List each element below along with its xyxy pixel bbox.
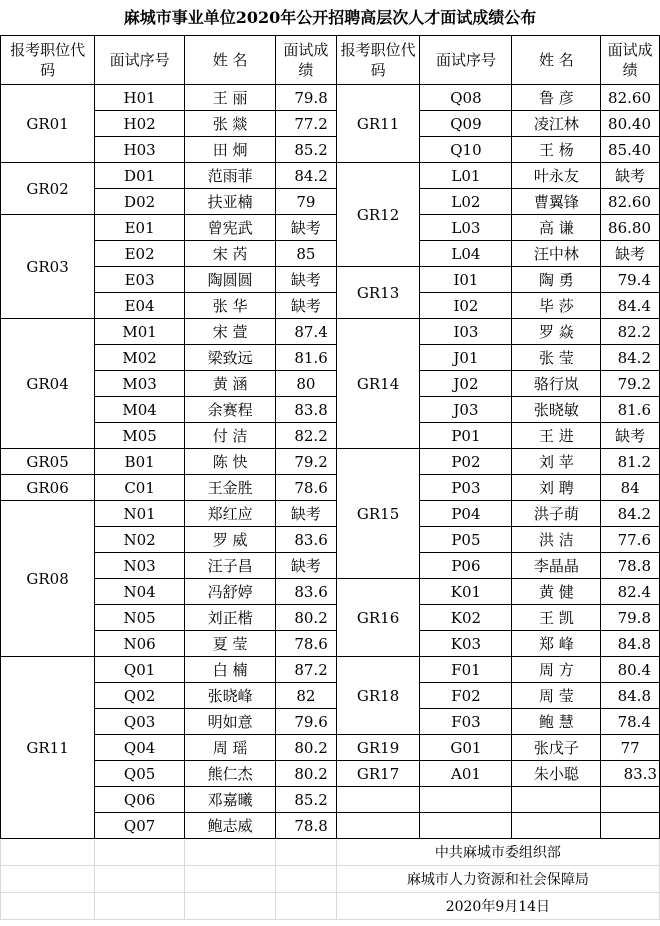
table-row bbox=[1, 267, 660, 293]
table-row bbox=[1, 371, 660, 397]
interview-score: 78.6 bbox=[276, 475, 337, 501]
interview-seq: M05 bbox=[95, 423, 185, 449]
candidate-name: 曹翼锋 bbox=[512, 189, 601, 215]
interview-score: 81.6 bbox=[601, 397, 660, 423]
interview-score: 79.2 bbox=[276, 449, 337, 475]
interview-seq: A01 bbox=[420, 761, 512, 787]
position-code: GR19 bbox=[336, 735, 420, 761]
empty-cell bbox=[336, 787, 420, 813]
empty-cell bbox=[512, 787, 601, 813]
interview-score: 79.6 bbox=[276, 709, 337, 735]
interview-score: 78.8 bbox=[276, 813, 337, 839]
interview-seq: N06 bbox=[95, 631, 185, 657]
candidate-name: 王 凯 bbox=[512, 605, 601, 631]
table-row bbox=[1, 683, 660, 709]
interview-seq: F03 bbox=[420, 709, 512, 735]
interview-score: 82.60 bbox=[601, 85, 660, 111]
interview-seq: N01 bbox=[95, 501, 185, 527]
interview-score: 85.2 bbox=[276, 137, 337, 163]
position-code: GR05 bbox=[1, 449, 95, 475]
candidate-name: 宋 萱 bbox=[185, 319, 276, 345]
interview-score: 84.2 bbox=[276, 163, 337, 189]
interview-seq: E04 bbox=[95, 293, 185, 319]
position-code: GR11 bbox=[336, 85, 420, 163]
header-seq: 面试序号 bbox=[95, 36, 185, 85]
empty-cell bbox=[276, 839, 337, 866]
empty-cell bbox=[420, 813, 512, 839]
empty-cell bbox=[95, 893, 185, 920]
candidate-name: 宋 芮 bbox=[185, 241, 276, 267]
candidate-name: 夏 莹 bbox=[185, 631, 276, 657]
issuer-org-1: 中共麻城市委组织部 bbox=[336, 839, 659, 866]
position-code: GR13 bbox=[336, 267, 420, 319]
interview-score: 82 bbox=[276, 683, 337, 709]
candidate-name: 曾宪武 bbox=[185, 215, 276, 241]
interview-seq: H03 bbox=[95, 137, 185, 163]
table-row bbox=[1, 605, 660, 631]
table-row bbox=[1, 527, 660, 553]
empty-cell bbox=[336, 813, 420, 839]
interview-seq: C01 bbox=[95, 475, 185, 501]
candidate-name: 王 进 bbox=[512, 423, 601, 449]
candidate-name: 刘 聘 bbox=[512, 475, 601, 501]
position-code: GR08 bbox=[1, 501, 95, 657]
interview-seq: H02 bbox=[95, 111, 185, 137]
interview-score: 83.8 bbox=[276, 397, 337, 423]
candidate-name: 凌江林 bbox=[512, 111, 601, 137]
interview-score: 77.2 bbox=[276, 111, 337, 137]
interview-seq: P04 bbox=[420, 501, 512, 527]
table-row bbox=[1, 735, 660, 761]
candidate-name: 刘 苹 bbox=[512, 449, 601, 475]
candidate-name: 王金胜 bbox=[185, 475, 276, 501]
candidate-name: 黄 涵 bbox=[185, 371, 276, 397]
table-row bbox=[1, 137, 660, 163]
empty-cell bbox=[601, 787, 660, 813]
interview-seq: P05 bbox=[420, 527, 512, 553]
interview-seq: P03 bbox=[420, 475, 512, 501]
interview-seq: L03 bbox=[420, 215, 512, 241]
footer-row bbox=[1, 866, 660, 893]
interview-score: 85.2 bbox=[276, 787, 337, 813]
interview-seq: J03 bbox=[420, 397, 512, 423]
interview-seq: N05 bbox=[95, 605, 185, 631]
candidate-name: 余赛程 bbox=[185, 397, 276, 423]
header-score: 面试成绩 bbox=[276, 36, 337, 85]
interview-score: 82.2 bbox=[601, 319, 660, 345]
interview-score: 79.4 bbox=[601, 267, 660, 293]
interview-seq: H01 bbox=[95, 85, 185, 111]
interview-seq: E03 bbox=[95, 267, 185, 293]
interview-seq: N02 bbox=[95, 527, 185, 553]
candidate-name: 熊仁杰 bbox=[185, 761, 276, 787]
candidate-name: 陈 快 bbox=[185, 449, 276, 475]
table-row bbox=[1, 215, 660, 241]
candidate-name: 张 燚 bbox=[185, 111, 276, 137]
interview-score: 85.40 bbox=[601, 137, 660, 163]
header-code: 报考职位代 码 bbox=[1, 36, 95, 85]
empty-cell bbox=[420, 787, 512, 813]
interview-score: 80.2 bbox=[276, 761, 337, 787]
position-code: GR12 bbox=[336, 163, 420, 267]
empty-cell bbox=[512, 813, 601, 839]
interview-score: 缺考 bbox=[601, 163, 660, 189]
interview-seq: L04 bbox=[420, 241, 512, 267]
table-row bbox=[1, 319, 660, 345]
interview-seq: P06 bbox=[420, 553, 512, 579]
candidate-name: 陶圆圆 bbox=[185, 267, 276, 293]
candidate-name: 扶亚楠 bbox=[185, 189, 276, 215]
score-table bbox=[0, 35, 660, 920]
interview-seq: M02 bbox=[95, 345, 185, 371]
interview-score: 83.6 bbox=[276, 579, 337, 605]
candidate-name: 朱小聪 bbox=[512, 761, 601, 787]
table-row bbox=[1, 163, 660, 189]
header-score: 面试成绩 bbox=[601, 36, 660, 85]
interview-score: 84.4 bbox=[601, 293, 660, 319]
interview-seq: Q06 bbox=[95, 787, 185, 813]
interview-score: 84.8 bbox=[601, 631, 660, 657]
interview-seq: N03 bbox=[95, 553, 185, 579]
candidate-name: 毕 莎 bbox=[512, 293, 601, 319]
interview-score: 缺考 bbox=[276, 215, 337, 241]
interview-seq: K02 bbox=[420, 605, 512, 631]
empty-cell bbox=[185, 839, 276, 866]
issue-date: 2020年9月14日 bbox=[336, 893, 659, 920]
interview-score: 缺考 bbox=[276, 553, 337, 579]
position-code: GR01 bbox=[1, 85, 95, 163]
interview-seq: I03 bbox=[420, 319, 512, 345]
candidate-name: 黄 健 bbox=[512, 579, 601, 605]
empty-cell bbox=[1, 866, 95, 893]
table-row bbox=[1, 709, 660, 735]
candidate-name: 汪子昌 bbox=[185, 553, 276, 579]
position-code: GR16 bbox=[336, 579, 420, 657]
candidate-name: 洪 洁 bbox=[512, 527, 601, 553]
table-row bbox=[1, 189, 660, 215]
empty-cell bbox=[601, 813, 660, 839]
interview-score: 缺考 bbox=[601, 241, 660, 267]
interview-score: 82.60 bbox=[601, 189, 660, 215]
interview-seq: D01 bbox=[95, 163, 185, 189]
candidate-name: 田 炯 bbox=[185, 137, 276, 163]
header-name: 姓 名 bbox=[512, 36, 601, 85]
interview-seq: N04 bbox=[95, 579, 185, 605]
interview-seq: J02 bbox=[420, 371, 512, 397]
table-row bbox=[1, 423, 660, 449]
interview-seq: K01 bbox=[420, 579, 512, 605]
interview-score: 85 bbox=[276, 241, 337, 267]
position-code: GR14 bbox=[336, 319, 420, 449]
table-row bbox=[1, 553, 660, 579]
candidate-name: 张戊子 bbox=[512, 735, 601, 761]
interview-seq: Q05 bbox=[95, 761, 185, 787]
interview-seq: F02 bbox=[420, 683, 512, 709]
candidate-name: 白 楠 bbox=[185, 657, 276, 683]
empty-cell bbox=[95, 866, 185, 893]
empty-cell bbox=[276, 893, 337, 920]
candidate-name: 李晶晶 bbox=[512, 553, 601, 579]
header-code: 报考职位代 码 bbox=[336, 36, 420, 85]
candidate-name: 鲍志威 bbox=[185, 813, 276, 839]
issuer-org-2: 麻城市人力资源和社会保障局 bbox=[336, 866, 659, 893]
table-row bbox=[1, 657, 660, 683]
interview-score: 80.2 bbox=[276, 605, 337, 631]
interview-seq: B01 bbox=[95, 449, 185, 475]
candidate-name: 周 方 bbox=[512, 657, 601, 683]
interview-score: 87.4 bbox=[276, 319, 337, 345]
interview-seq: I01 bbox=[420, 267, 512, 293]
interview-score: 84 bbox=[601, 475, 660, 501]
interview-score: 81.6 bbox=[276, 345, 337, 371]
empty-cell bbox=[1, 893, 95, 920]
interview-score: 83.6 bbox=[276, 527, 337, 553]
footer-row bbox=[1, 893, 660, 920]
interview-seq: G01 bbox=[420, 735, 512, 761]
candidate-name: 鲁 彦 bbox=[512, 85, 601, 111]
table-row bbox=[1, 85, 660, 111]
candidate-name: 刘正楷 bbox=[185, 605, 276, 631]
interview-score: 缺考 bbox=[276, 267, 337, 293]
table-row bbox=[1, 787, 660, 813]
candidate-name: 周 莹 bbox=[512, 683, 601, 709]
position-code: GR18 bbox=[336, 657, 420, 735]
table-row bbox=[1, 293, 660, 319]
candidate-name: 梁致远 bbox=[185, 345, 276, 371]
interview-seq: E02 bbox=[95, 241, 185, 267]
interview-seq: Q03 bbox=[95, 709, 185, 735]
interview-score: 78.8 bbox=[601, 553, 660, 579]
candidate-name: 邓嘉曦 bbox=[185, 787, 276, 813]
position-code: GR15 bbox=[336, 449, 420, 579]
position-code: GR02 bbox=[1, 163, 95, 215]
empty-cell bbox=[95, 839, 185, 866]
interview-score: 缺考 bbox=[601, 423, 660, 449]
table-row bbox=[1, 475, 660, 501]
interview-score: 80.2 bbox=[276, 735, 337, 761]
position-code: GR17 bbox=[336, 761, 420, 787]
candidate-name: 张晓峰 bbox=[185, 683, 276, 709]
footer-row bbox=[1, 839, 660, 866]
interview-seq: L02 bbox=[420, 189, 512, 215]
interview-seq: P01 bbox=[420, 423, 512, 449]
empty-cell bbox=[185, 893, 276, 920]
candidate-name: 叶永友 bbox=[512, 163, 601, 189]
candidate-name: 王 杨 bbox=[512, 137, 601, 163]
table-row bbox=[1, 449, 660, 475]
interview-seq: P02 bbox=[420, 449, 512, 475]
interview-score: 78.4 bbox=[601, 709, 660, 735]
interview-score: 79.8 bbox=[601, 605, 660, 631]
interview-score: 79 bbox=[276, 189, 337, 215]
interview-score: 缺考 bbox=[276, 501, 337, 527]
interview-score: 78.6 bbox=[276, 631, 337, 657]
interview-score: 87.2 bbox=[276, 657, 337, 683]
interview-score: 84.2 bbox=[601, 501, 660, 527]
table-row bbox=[1, 241, 660, 267]
interview-seq: Q09 bbox=[420, 111, 512, 137]
interview-seq: M03 bbox=[95, 371, 185, 397]
candidate-name: 骆行岚 bbox=[512, 371, 601, 397]
interview-score: 80 bbox=[276, 371, 337, 397]
header-seq: 面试序号 bbox=[420, 36, 512, 85]
interview-seq: L01 bbox=[420, 163, 512, 189]
interview-score: 82.4 bbox=[601, 579, 660, 605]
interview-seq: D02 bbox=[95, 189, 185, 215]
interview-seq: Q07 bbox=[95, 813, 185, 839]
candidate-name: 高 谦 bbox=[512, 215, 601, 241]
table-row bbox=[1, 111, 660, 137]
candidate-name: 王 丽 bbox=[185, 85, 276, 111]
table-row bbox=[1, 813, 660, 839]
interview-score: 82.2 bbox=[276, 423, 337, 449]
candidate-name: 周 瑶 bbox=[185, 735, 276, 761]
interview-seq: K03 bbox=[420, 631, 512, 657]
interview-seq: Q01 bbox=[95, 657, 185, 683]
empty-cell bbox=[185, 866, 276, 893]
interview-score: 缺考 bbox=[276, 293, 337, 319]
interview-score: 80.4 bbox=[601, 657, 660, 683]
candidate-name: 冯舒婷 bbox=[185, 579, 276, 605]
interview-score: 77.6 bbox=[601, 527, 660, 553]
candidate-name: 明如意 bbox=[185, 709, 276, 735]
interview-seq: Q10 bbox=[420, 137, 512, 163]
interview-score: 84.8 bbox=[601, 683, 660, 709]
position-code: GR03 bbox=[1, 215, 95, 319]
empty-cell bbox=[1, 839, 95, 866]
interview-seq: Q08 bbox=[420, 85, 512, 111]
table-row bbox=[1, 761, 660, 787]
interview-seq: M01 bbox=[95, 319, 185, 345]
interview-score: 77 bbox=[601, 735, 660, 761]
interview-score: 79.2 bbox=[601, 371, 660, 397]
interview-seq: Q04 bbox=[95, 735, 185, 761]
header-name: 姓 名 bbox=[185, 36, 276, 85]
interview-seq: M04 bbox=[95, 397, 185, 423]
candidate-name: 郑红应 bbox=[185, 501, 276, 527]
candidate-name: 洪子萌 bbox=[512, 501, 601, 527]
candidate-name: 张晓敏 bbox=[512, 397, 601, 423]
table-row bbox=[1, 631, 660, 657]
interview-score: 81.2 bbox=[601, 449, 660, 475]
candidate-name: 罗 焱 bbox=[512, 319, 601, 345]
interview-score: 83.3 bbox=[601, 761, 660, 787]
candidate-name: 郑 峰 bbox=[512, 631, 601, 657]
interview-seq: J01 bbox=[420, 345, 512, 371]
interview-score: 79.8 bbox=[276, 85, 337, 111]
empty-cell bbox=[276, 866, 337, 893]
interview-seq: E01 bbox=[95, 215, 185, 241]
interview-seq: Q02 bbox=[95, 683, 185, 709]
header-row bbox=[1, 36, 660, 85]
position-code: GR06 bbox=[1, 475, 95, 501]
interview-score: 86.80 bbox=[601, 215, 660, 241]
table-row bbox=[1, 501, 660, 527]
candidate-name: 汪中林 bbox=[512, 241, 601, 267]
interview-score: 84.2 bbox=[601, 345, 660, 371]
candidate-name: 罗 威 bbox=[185, 527, 276, 553]
position-code: GR11 bbox=[1, 657, 95, 839]
table-row bbox=[1, 397, 660, 423]
candidate-name: 张 华 bbox=[185, 293, 276, 319]
candidate-name: 付 洁 bbox=[185, 423, 276, 449]
page-title: 麻城市事业单位2020年公开招聘高层次人才面试成绩公布 bbox=[123, 8, 537, 27]
position-code: GR04 bbox=[1, 319, 95, 449]
table-row bbox=[1, 345, 660, 371]
candidate-name: 范雨菲 bbox=[185, 163, 276, 189]
candidate-name: 陶 勇 bbox=[512, 267, 601, 293]
candidate-name: 张 莹 bbox=[512, 345, 601, 371]
interview-score: 80.40 bbox=[601, 111, 660, 137]
interview-seq: F01 bbox=[420, 657, 512, 683]
interview-seq: I02 bbox=[420, 293, 512, 319]
table-row bbox=[1, 579, 660, 605]
candidate-name: 鲍 慧 bbox=[512, 709, 601, 735]
